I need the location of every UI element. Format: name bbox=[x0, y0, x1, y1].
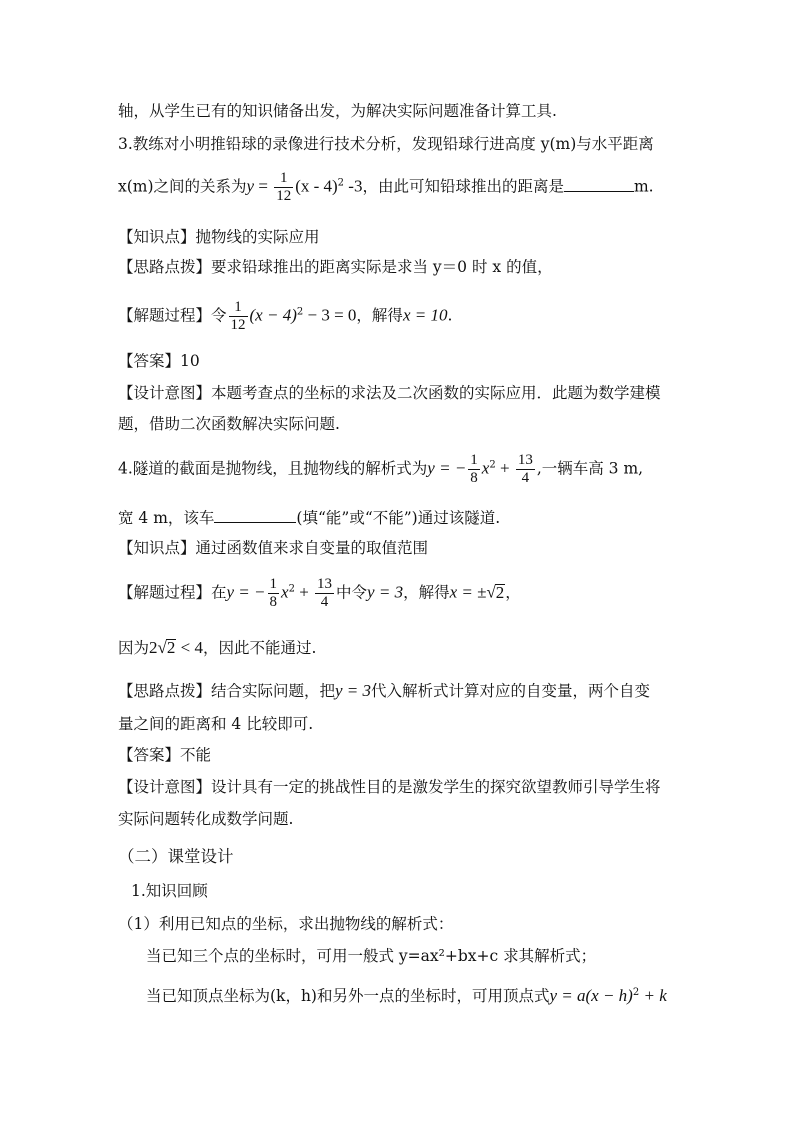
text-line: 实际问题转化成数学问题. bbox=[118, 810, 294, 828]
text-line: 轴，从学生已有的知识储备出发，为解决实际问题准备计算工具. bbox=[118, 102, 557, 120]
knowledge-point: 【知识点】通过函数值来求自变量的取值范围 bbox=[118, 539, 429, 557]
text-line: （1）利用已知点的坐标，求出抛物线的解析式： bbox=[118, 915, 454, 933]
fraction: $\frac{1}{8}$ bbox=[269, 576, 278, 610]
fraction: $\frac{13}{4}$ bbox=[317, 576, 333, 610]
subheading: 1.知识回顾 bbox=[131, 882, 208, 900]
design-intent: 【设计意图】本题考查点的坐标的求法及二次函数的实际应用．此题为数学建模 bbox=[118, 384, 661, 402]
fraction: $\frac{1}{12}$ bbox=[276, 170, 292, 204]
text-line: 因为2√2 < 4，因此不能通过. bbox=[118, 638, 317, 657]
answer: 【答案】不能 bbox=[118, 746, 212, 764]
answer: 【答案】10 bbox=[118, 352, 200, 370]
answer-blank bbox=[214, 506, 296, 523]
solution-process: 【解题过程】在y = − $\frac{1}{8}$ $x^2$ + $\frac{13}{4}$ 中令y = 3，解得x = ±√2， bbox=[118, 576, 521, 610]
text-line: 量之间的距离和 4 比较即可. bbox=[118, 715, 314, 733]
question-4-line-2: 宽 4 m，该车 (填“能”或“不能”)通过该隧道. bbox=[118, 506, 500, 529]
text-line: 当已知顶点坐标为(k，h)和另外一点的坐标时，可用顶点式$y = a(x - h)^2 + k$ bbox=[146, 986, 667, 1006]
design-intent: 【设计意图】设计具有一定的挑战性目的是激发学生的探究欲望教师引导学生将 bbox=[118, 778, 661, 796]
hint: 【思路点拨】要求铅球推出的距离实际是求当 y＝0 时 x 的值， bbox=[118, 258, 553, 276]
question-4-stem: 4.隧道的截面是抛物线，且抛物线的解析式为y = − $\frac{1}{8}$ $x^2$ + $\frac{13}{4}$ ,一辆车高 3 m, bbox=[118, 452, 644, 486]
hint: 【思路点拨】结合实际问题，把y = 3代入解析式计算对应的自变量，两个自变 bbox=[118, 681, 651, 700]
question-3-stem: 3.教练对小明推铅球的录像进行技术分析，发现铅球行进高度 y(m)与水平距离 bbox=[118, 135, 654, 153]
answer-blank bbox=[564, 175, 634, 192]
text-line: 当已知三个点的坐标时，可用一般式 y=ax²+bx+c 求其解析式； bbox=[146, 947, 597, 965]
section-heading: （二）课堂设计 bbox=[118, 847, 234, 866]
knowledge-point: 【知识点】抛物线的实际应用 bbox=[118, 228, 320, 246]
fraction: $\frac{13}{4}$ bbox=[517, 452, 533, 486]
fraction: $\frac{1}{12}$ bbox=[230, 299, 246, 333]
fraction: $\frac{1}{8}$ bbox=[470, 452, 478, 486]
text-line: 题，借助二次函数解决实际问题. bbox=[118, 415, 340, 433]
solution-process: 【解题过程】令 $\frac{1}{12}$ $(x - 4)^2 - 3 = 0$，解得x = 10. bbox=[118, 299, 453, 333]
question-3-formula-line: x(m)之间的关系为y = $\frac{1}{12}$ (x - 4)$^2$ -3，由此可知铅球推出的距离是 m. bbox=[118, 170, 654, 204]
